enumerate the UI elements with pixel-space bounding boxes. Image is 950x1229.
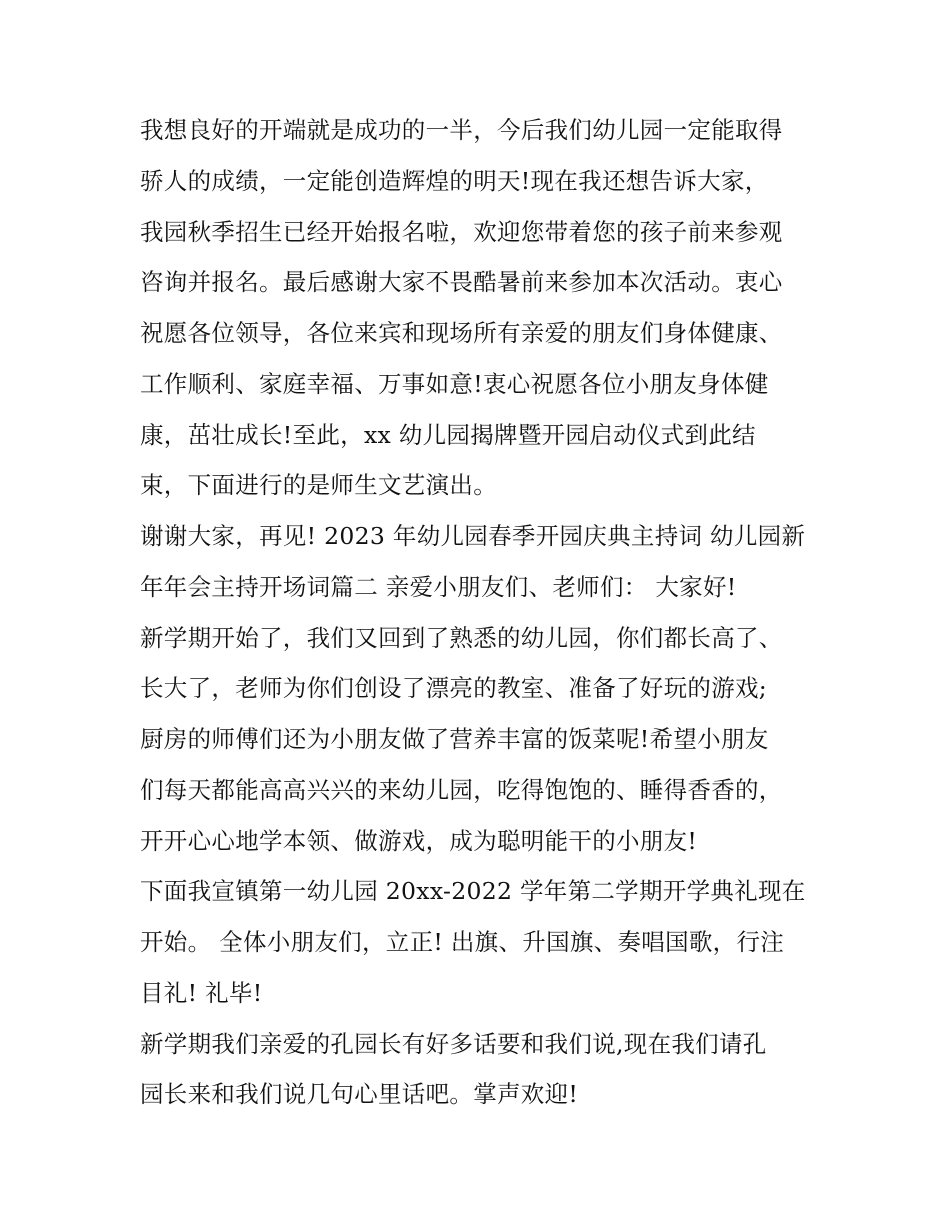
text-line: 年年会主持开场词篇二 亲爱小朋友们、老师们： 大家好!: [140, 572, 737, 601]
text-line: 下面我宣镇第一幼儿园 20xx-2022 学年第二学期开学典礼现在: [140, 877, 806, 906]
text-line: 们每天都能高高兴兴的来幼儿园，吃得饱饱的、睡得香香的，: [140, 775, 783, 804]
text-line: 目礼! 礼毕!: [140, 978, 263, 1007]
text-line: 骄人的成绩，一定能创造辉煌的明天!现在我还想告诉大家，: [140, 166, 769, 195]
text-line: 工作顺利、家庭幸福、万事如意!衷心祝愿各位小朋友身体健: [140, 369, 769, 398]
document-page: [140, 105, 830, 1120]
text-line: 咨询并报名。最后感谢大家不畏酷暑前来参加本次活动。衷心: [140, 268, 783, 297]
text-line: 开开心心地学本领、做游戏，成为聪明能干的小朋友!: [140, 826, 698, 855]
text-line: 新学期开始了，我们又回到了熟悉的幼儿园，你们都长高了、: [140, 623, 783, 652]
text-line: 我想良好的开端就是成功的一半，今后我们幼儿园一定能取得: [140, 116, 783, 144]
text-line: 束，下面进行的是师生文艺演出。: [140, 471, 497, 500]
text-line: 谢谢大家，再见! 2023 年幼儿园春季开园庆典主持词 幼儿园新: [140, 522, 806, 550]
text-line: 康，茁壮成长!至此，xx 幼儿园揭牌暨开园启动仪式到此结: [140, 420, 756, 449]
text-line: 园长来和我们说几句心里话吧。掌声欢迎!: [140, 1080, 579, 1109]
text-line: 祝愿各位领导，各位来宾和现场所有亲爱的朋友们身体健康、: [140, 319, 783, 347]
text-line: 新学期我们亲爱的孔园长有好多话要和我们说,现在我们请孔: [140, 1029, 767, 1058]
text-line: 厨房的师傅们还为小朋友做了营养丰富的饭菜呢!希望小朋友: [140, 725, 769, 753]
text-line: 我园秋季招生已经开始报名啦，欢迎您带着您的孩子前来参观: [140, 217, 783, 246]
text-line: 长大了，老师为你们创设了漂亮的教室、准备了好玩的游戏;: [140, 674, 768, 703]
text-line: 开始。 全体小朋友们，立正! 出旗、升国旗、奏唱国歌，行注: [140, 928, 785, 956]
